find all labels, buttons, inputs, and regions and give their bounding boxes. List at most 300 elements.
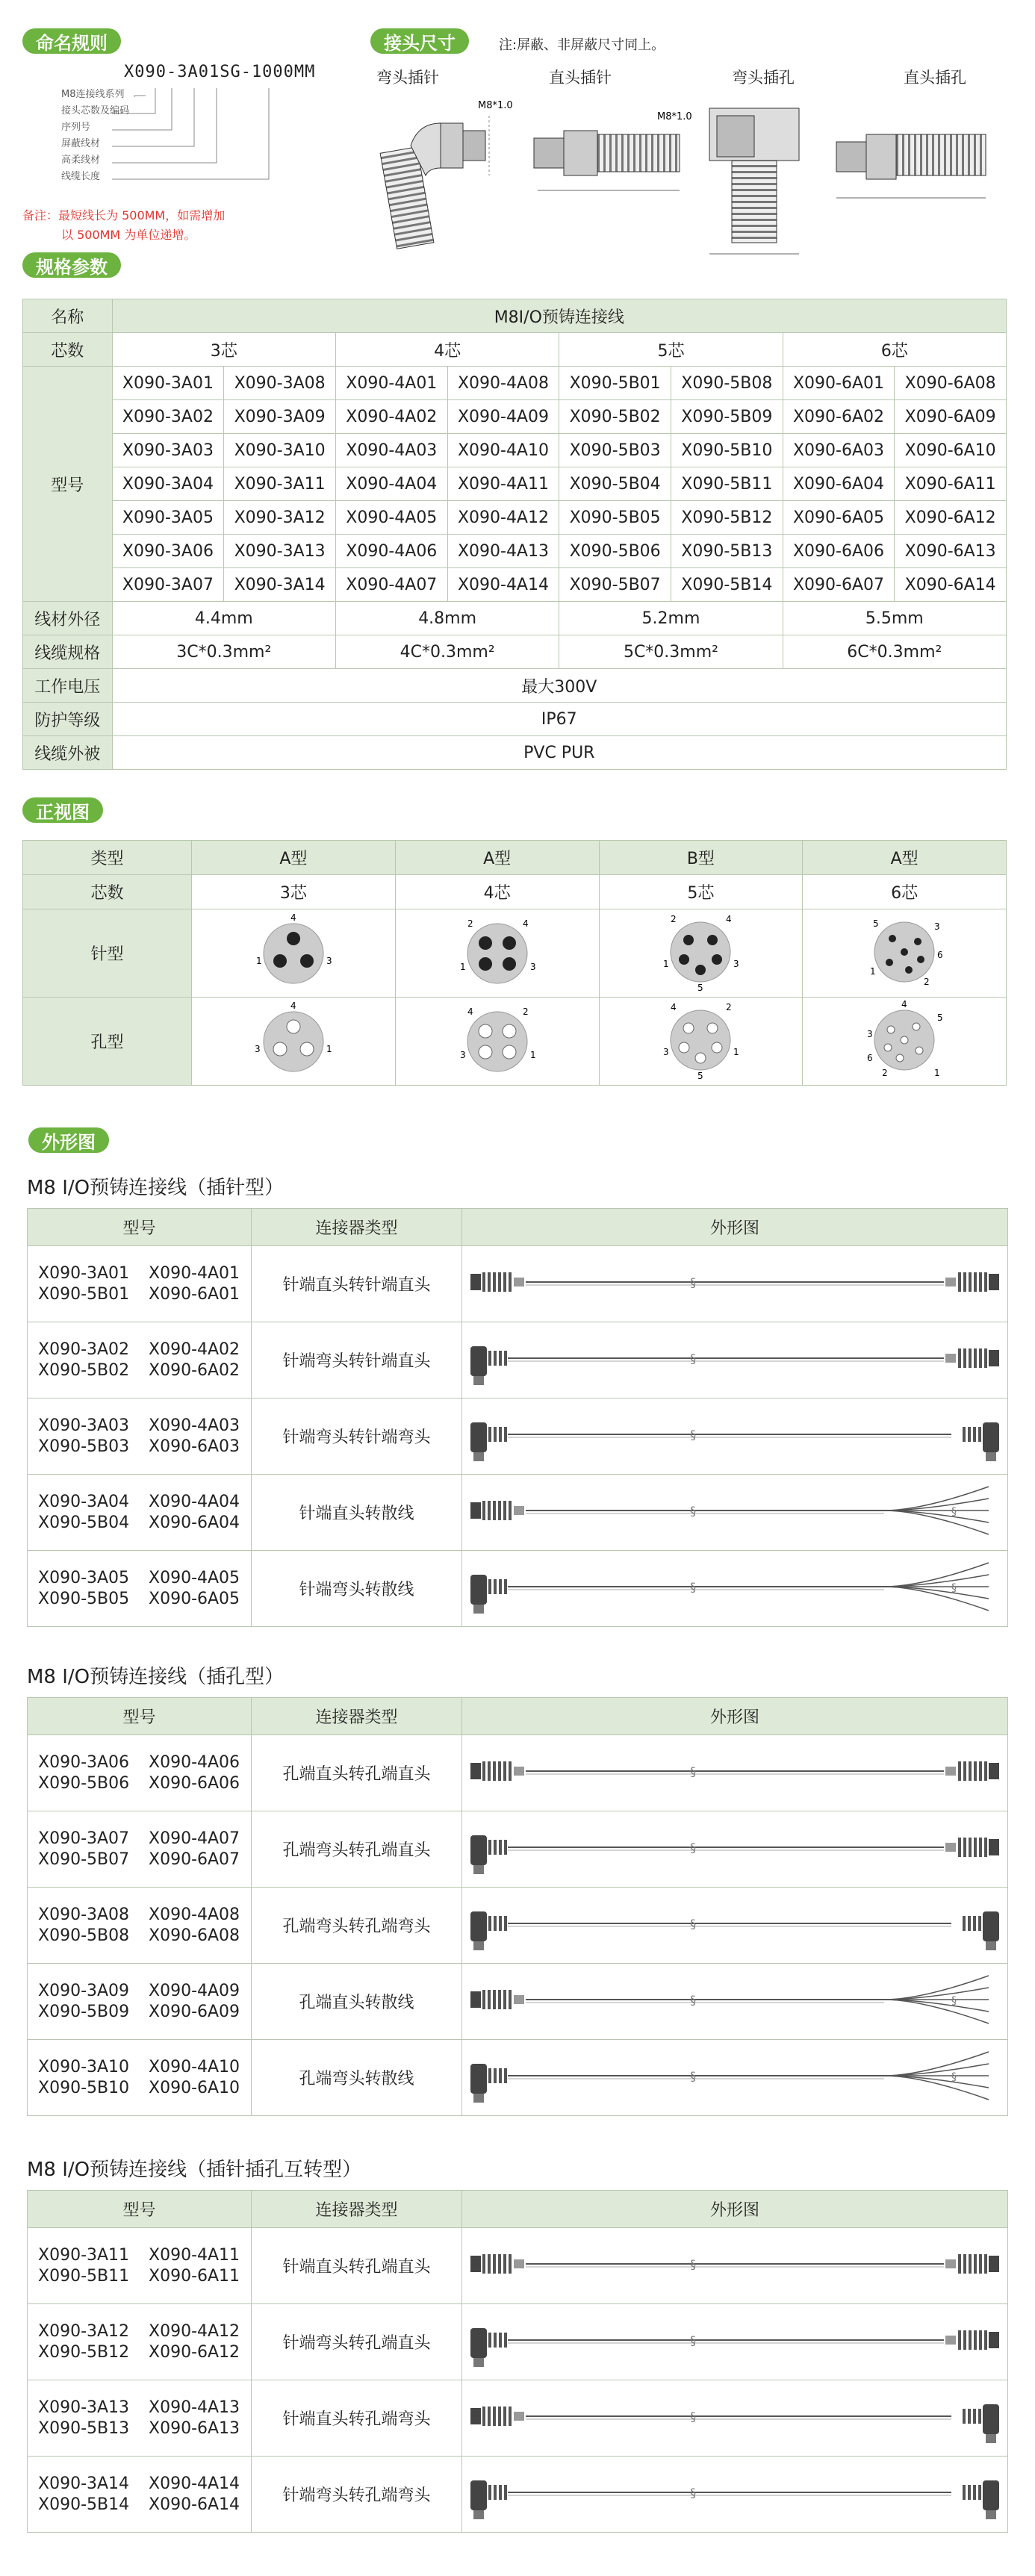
- spec-model-cell: X090-3A07: [112, 568, 224, 602]
- front-core: 5芯: [599, 875, 803, 909]
- model-code: X090-3A13: [38, 2398, 130, 2417]
- note-line: 备注：最短线长为 500MM，如需增加: [22, 208, 226, 223]
- svg-text:5: 5: [873, 918, 879, 929]
- outline-connector-type: 针端弯头转散线: [252, 1551, 462, 1627]
- spec-core: 6芯: [783, 333, 1006, 367]
- spec-model-cell: X090-6A14: [895, 568, 1007, 602]
- model-code: X090-4A01: [149, 1263, 240, 1283]
- cable-outline-drawing: [462, 2380, 1008, 2457]
- svg-text:1: 1: [255, 955, 262, 966]
- cable-outline-drawing: [462, 1888, 1008, 1964]
- model-code: X090-6A03: [149, 1437, 240, 1456]
- outline-connector-type: 针端弯头转孔端直头: [252, 2304, 462, 2380]
- dims-label-3: 弯头插孔: [732, 69, 795, 87]
- model-line: [38, 1513, 251, 1534]
- cable-outline-drawing: [462, 2228, 1008, 2304]
- svg-text:§: §: [690, 1579, 696, 1594]
- model-code: X090-3A04: [38, 1492, 130, 1511]
- model-line: [38, 2495, 251, 2516]
- spec-model-cell: X090-4A12: [447, 501, 559, 535]
- svg-text:2: 2: [522, 1006, 529, 1017]
- outline-table: [27, 1697, 1008, 2116]
- svg-text:§: §: [690, 2068, 696, 2083]
- spec-model-cell: X090-5B02: [559, 400, 671, 434]
- model-line: [38, 1849, 251, 1870]
- front-type-label: 类型: [23, 841, 192, 875]
- model-code: X090-5B08: [38, 1926, 130, 1945]
- thread-label-1: M8*1.0: [478, 100, 513, 111]
- spec-model-row: [23, 467, 1007, 501]
- svg-text:§: §: [951, 1994, 957, 2007]
- pin-face-3: [192, 909, 396, 998]
- outline-connector-type: 针端弯头转孔端弯头: [252, 2457, 462, 2533]
- model-code: X090-3A05: [38, 1568, 130, 1587]
- spec-model-row: [23, 367, 1007, 400]
- model-code: X090-3A08: [38, 1905, 130, 1924]
- socket-face-6: [803, 998, 1007, 1086]
- spec-cable: 3C*0.3mm²: [112, 635, 335, 669]
- svg-text:6: 6: [937, 949, 943, 960]
- spec-model-cell: X090-3A06: [112, 535, 224, 568]
- pin-face-6: [803, 909, 1007, 998]
- model-code: X090-6A11: [149, 2266, 240, 2286]
- model-line: [38, 2418, 251, 2439]
- outline-models: [28, 1551, 252, 1627]
- outline-header-col-type: 连接器类型: [252, 1209, 462, 1246]
- model-line: [38, 2398, 251, 2418]
- outline-header-col-model: 型号: [28, 1698, 252, 1735]
- model-line: [38, 2474, 251, 2495]
- model-line: [38, 1981, 251, 2002]
- cable-outline-drawing: [462, 1246, 1008, 1322]
- outline-row: [28, 1888, 1008, 1964]
- spec-ip-label: 防护等级: [23, 703, 113, 736]
- model-code: X090-3A01: [38, 1263, 130, 1283]
- spec-jacket: PVC PUR: [112, 736, 1006, 770]
- spec-cable: 4C*0.3mm²: [335, 635, 559, 669]
- svg-text:5: 5: [697, 982, 704, 992]
- svg-text:3: 3: [934, 921, 940, 932]
- svg-text:3: 3: [459, 1049, 466, 1060]
- svg-text:5: 5: [937, 1012, 943, 1023]
- outline-models: [28, 2228, 252, 2304]
- model-code: X090-5B06: [38, 1773, 130, 1793]
- spec-model-cell: X090-4A08: [447, 367, 559, 400]
- spec-model-cell: X090-6A01: [783, 367, 895, 400]
- spec-model-cell: X090-6A12: [895, 501, 1007, 535]
- spec-model-cell: X090-3A11: [224, 467, 336, 501]
- naming-legend: [61, 87, 129, 185]
- svg-text:§: §: [690, 1840, 696, 1855]
- svg-text:4: 4: [726, 913, 733, 924]
- cable-outline-drawing: [462, 1322, 1008, 1399]
- outline-row: [28, 2040, 1008, 2116]
- model-code: X090-3A14: [38, 2474, 130, 2493]
- model-code: X090-4A09: [149, 1981, 240, 2000]
- model-code: X090-6A07: [149, 1849, 240, 1869]
- model-code: X090-5B07: [38, 1849, 130, 1869]
- spec-model-cell: X090-4A05: [335, 501, 447, 535]
- spec-od-label: 线材外径: [23, 602, 113, 635]
- svg-text:1: 1: [733, 1046, 740, 1057]
- svg-text:2: 2: [467, 918, 473, 929]
- spec-model-cell: X090-3A13: [224, 535, 336, 568]
- naming-title-badge: 命名规则: [22, 28, 121, 54]
- model-line: [38, 1492, 251, 1513]
- svg-text:4: 4: [522, 918, 529, 929]
- model-code: X090-6A04: [149, 1513, 240, 1532]
- spec-model-cell: X090-4A01: [335, 367, 447, 400]
- naming-code: X090-3A01SG-1000MM: [124, 63, 316, 81]
- model-line: [38, 1416, 251, 1437]
- spec-model-cell: X090-3A10: [224, 434, 336, 467]
- svg-text:6: 6: [867, 1052, 873, 1063]
- outline-connector-type: 孔端直头转散线: [252, 1964, 462, 2040]
- svg-text:§: §: [951, 2071, 957, 2083]
- model-line: [38, 1437, 251, 1457]
- model-code: X090-4A14: [149, 2474, 240, 2493]
- model-code: X090-5B14: [38, 2495, 130, 2514]
- spec-model-cell: X090-5B01: [559, 367, 671, 400]
- model-line: [38, 1568, 251, 1589]
- outline-row: [28, 1735, 1008, 1811]
- svg-text:3: 3: [529, 961, 536, 972]
- model-code: X090-5B09: [38, 2002, 130, 2021]
- spec-model-cell: X090-6A04: [783, 467, 895, 501]
- spec-voltage-label: 工作电压: [23, 669, 113, 703]
- spec-model-cell: X090-6A09: [895, 400, 1007, 434]
- front-core: 3芯: [192, 875, 396, 909]
- model-code: X090-4A07: [149, 1829, 240, 1848]
- outline-header-col-fig: 外形图: [462, 2191, 1008, 2228]
- front-pin-label: 针型: [23, 909, 192, 998]
- outline-connector-type: 针端直头转孔端弯头: [252, 2380, 462, 2457]
- svg-text:2: 2: [924, 976, 930, 987]
- spec-model-cell: X090-5B12: [671, 501, 783, 535]
- outline-connector-type: 针端直头转针端直头: [252, 1246, 462, 1322]
- model-code: X090-6A14: [149, 2495, 240, 2514]
- naming-leader-lines: [105, 81, 329, 200]
- front-core: 6芯: [803, 875, 1007, 909]
- outline-row: [28, 2304, 1008, 2380]
- spec-model-row: [23, 501, 1007, 535]
- spec-model-cell: X090-3A02: [112, 400, 224, 434]
- spec-name-value: M8I/O预铸连接线: [112, 299, 1006, 333]
- outline-models: [28, 2457, 252, 2533]
- svg-text:§: §: [690, 2256, 696, 2271]
- cable-outline-drawing: [462, 2304, 1008, 2380]
- spec-model-cell: X090-6A02: [783, 400, 895, 434]
- model-code: X090-5B13: [38, 2418, 130, 2438]
- model-line: [38, 1360, 251, 1381]
- outline-models: [28, 1322, 252, 1399]
- svg-text:§: §: [951, 1581, 957, 1594]
- model-line: [38, 2078, 251, 2099]
- outline-models: [28, 1964, 252, 2040]
- front-type: A型: [395, 841, 599, 875]
- outline-row: [28, 1811, 1008, 1888]
- spec-model-cell: X090-5B07: [559, 568, 671, 602]
- spec-model-cell: X090-3A03: [112, 434, 224, 467]
- svg-text:§: §: [690, 2333, 696, 2348]
- outline-row: [28, 1475, 1008, 1551]
- cable-outline-drawing: [462, 1475, 1008, 1551]
- svg-text:4: 4: [901, 998, 907, 1009]
- model-code: X090-6A12: [149, 2342, 240, 2362]
- svg-text:§: §: [690, 1275, 696, 1289]
- bent-pin-drawing: [380, 116, 489, 249]
- svg-text:§: §: [690, 1764, 696, 1779]
- socket-face-3: [192, 998, 396, 1086]
- svg-text:1: 1: [529, 1049, 536, 1060]
- model-line: [38, 2266, 251, 2287]
- model-line: [38, 1773, 251, 1794]
- outline-header-col-model: 型号: [28, 1209, 252, 1246]
- dims-label-2: 直头插针: [549, 69, 612, 87]
- model-code: X090-6A06: [149, 1773, 240, 1793]
- spec-model-cell: X090-4A10: [447, 434, 559, 467]
- model-code: X090-3A11: [38, 2245, 130, 2265]
- spec-core: 3芯: [112, 333, 335, 367]
- cable-outline-drawing: [462, 1964, 1008, 2040]
- spec-model-cell: X090-4A04: [335, 467, 447, 501]
- outline-models: [28, 1811, 252, 1888]
- model-code: X090-5B02: [38, 1360, 130, 1380]
- spec-model-cell: X090-5B13: [671, 535, 783, 568]
- spec-cable: 5C*0.3mm²: [559, 635, 783, 669]
- outline-header-col-type: 连接器类型: [252, 2191, 462, 2228]
- outline-row: [28, 2380, 1008, 2457]
- outline-models: [28, 2304, 252, 2380]
- model-code: X090-3A09: [38, 1981, 130, 2000]
- legend-item: 线缆长度: [61, 171, 101, 182]
- model-line: [38, 1340, 251, 1360]
- spec-model-cell: X090-6A08: [895, 367, 1007, 400]
- spec-model-cell: X090-5B11: [671, 467, 783, 501]
- spec-model-cell: X090-5B09: [671, 400, 783, 434]
- spec-name-label: 名称: [23, 299, 113, 333]
- model-code: X090-3A06: [38, 1752, 130, 1772]
- model-line: [38, 2002, 251, 2023]
- model-code: X090-4A12: [149, 2321, 240, 2341]
- model-code: X090-4A05: [149, 1568, 240, 1587]
- spec-model-cell: X090-6A03: [783, 434, 895, 467]
- svg-text:3: 3: [663, 1046, 670, 1057]
- model-line: [38, 1905, 251, 1926]
- model-code: X090-5B11: [38, 2266, 130, 2286]
- model-code: X090-6A13: [149, 2418, 240, 2438]
- outline-row: [28, 1246, 1008, 1322]
- outline-row: [28, 1399, 1008, 1475]
- outline-row: [28, 1551, 1008, 1627]
- model-code: X090-3A02: [38, 1340, 130, 1359]
- spec-model-cell: X090-4A02: [335, 400, 447, 434]
- outline-models: [28, 1888, 252, 1964]
- svg-text:1: 1: [326, 1043, 332, 1054]
- pin-face-4: [395, 909, 599, 998]
- model-line: [38, 2057, 251, 2078]
- svg-text:§: §: [690, 1427, 696, 1442]
- socket-face-4: [395, 998, 599, 1086]
- outline-section-heading: M8 I/O预铸连接线（插孔型）: [27, 1666, 285, 1688]
- model-code: X090-5B12: [38, 2342, 130, 2362]
- svg-text:1: 1: [459, 961, 466, 972]
- spec-model-cell: X090-5B06: [559, 535, 671, 568]
- spec-model-row: [23, 568, 1007, 602]
- model-code: X090-6A05: [149, 1589, 240, 1608]
- model-line: [38, 1284, 251, 1305]
- svg-text:§: §: [690, 1992, 696, 2007]
- cable-outline-drawing: [462, 1811, 1008, 1888]
- model-code: X090-5B04: [38, 1513, 130, 1532]
- model-line: [38, 2342, 251, 2363]
- svg-text:1: 1: [663, 958, 670, 969]
- cable-outline-drawing: [462, 1399, 1008, 1475]
- spec-model-label: 型号: [23, 367, 113, 602]
- svg-text:§: §: [690, 1503, 696, 1518]
- spec-model-cell: X090-5B14: [671, 568, 783, 602]
- model-line: [38, 1752, 251, 1773]
- outline-connector-type: 针端弯头转针端直头: [252, 1322, 462, 1399]
- cable-outline-drawing: [462, 1551, 1008, 1627]
- front-type: A型: [192, 841, 396, 875]
- model-code: X090-3A10: [38, 2057, 130, 2076]
- svg-text:3: 3: [867, 1028, 873, 1039]
- outline-models: [28, 2040, 252, 2116]
- spec-model-row: [23, 400, 1007, 434]
- spec-model-cell: X090-6A13: [895, 535, 1007, 568]
- spec-cores-label: 芯数: [23, 333, 113, 367]
- svg-text:§: §: [690, 1351, 696, 1366]
- spec-model-cell: X090-5B05: [559, 501, 671, 535]
- svg-text:§: §: [690, 2409, 696, 2424]
- model-code: X090-4A08: [149, 1905, 240, 1924]
- model-line: [38, 2321, 251, 2342]
- model-code: X090-4A03: [149, 1416, 240, 1435]
- spec-jacket-label: 线缆外被: [23, 736, 113, 770]
- model-code: X090-5B10: [38, 2078, 130, 2097]
- outline-connector-type: 孔端直头转孔端直头: [252, 1735, 462, 1811]
- spec-ip: IP67: [112, 703, 1006, 736]
- outline-connector-type: 针端直头转散线: [252, 1475, 462, 1551]
- cable-outline-drawing: [462, 1735, 1008, 1811]
- spec-model-cell: X090-3A14: [224, 568, 336, 602]
- model-line: [38, 1263, 251, 1284]
- outline-row: [28, 1322, 1008, 1399]
- model-code: X090-4A04: [149, 1492, 240, 1511]
- front-type: A型: [803, 841, 1007, 875]
- spec-model-cell: X090-6A07: [783, 568, 895, 602]
- model-code: X090-6A01: [149, 1284, 240, 1304]
- front-type: B型: [599, 841, 803, 875]
- model-code: X090-3A03: [38, 1416, 130, 1435]
- outline-connector-type: 针端弯头转针端弯头: [252, 1399, 462, 1475]
- outline-models: [28, 2380, 252, 2457]
- model-code: X090-4A13: [149, 2398, 240, 2417]
- svg-text:2: 2: [882, 1067, 888, 1078]
- model-code: X090-6A09: [149, 2002, 240, 2021]
- outline-row: [28, 2457, 1008, 2533]
- front-title-badge: 正视图: [22, 797, 103, 823]
- spec-model-cell: X090-5B03: [559, 434, 671, 467]
- legend-item: M8连接线系列: [61, 89, 125, 100]
- spec-model-cell: X090-5B10: [671, 434, 783, 467]
- outline-connector-type: 孔端弯头转散线: [252, 2040, 462, 2116]
- model-code: X090-5B03: [38, 1437, 130, 1456]
- svg-text:§: §: [690, 1916, 696, 1931]
- svg-text:§: §: [951, 1505, 957, 1518]
- spec-model-cell: X090-3A01: [112, 367, 224, 400]
- thread-label-2: M8*1.0: [657, 111, 692, 122]
- outline-header-col-model: 型号: [28, 2191, 252, 2228]
- spec-od: 5.2mm: [559, 602, 783, 635]
- svg-text:4: 4: [467, 1006, 473, 1017]
- spec-model-cell: X090-4A07: [335, 568, 447, 602]
- svg-text:3: 3: [326, 955, 332, 966]
- outline-row: [28, 1964, 1008, 2040]
- outline-header-col-fig: 外形图: [462, 1209, 1008, 1246]
- spec-model-cell: X090-3A12: [224, 501, 336, 535]
- front-table: [22, 840, 1007, 1086]
- pin-face-5: [599, 909, 803, 998]
- legend-item: 屏蔽线材: [61, 138, 101, 149]
- model-code: X090-3A07: [38, 1829, 130, 1848]
- legend-item: 高柔线材: [61, 155, 101, 166]
- spec-model-cell: X090-5B08: [671, 367, 783, 400]
- spec-model-cell: X090-4A14: [447, 568, 559, 602]
- model-line: [38, 1589, 251, 1610]
- note-line: 以 500MM 为单位递增。: [61, 228, 196, 242]
- front-socket-label: 孔型: [23, 998, 192, 1086]
- dims-label-1: 弯头插针: [376, 69, 439, 87]
- outline-connector-type: 孔端弯头转孔端弯头: [252, 1888, 462, 1964]
- svg-text:4: 4: [290, 1000, 296, 1011]
- socket-face-5: [599, 998, 803, 1086]
- legend-item: 接头芯数及编码: [61, 105, 130, 116]
- outline-connector-type: 针端直头转孔端直头: [252, 2228, 462, 2304]
- model-code: X090-4A06: [149, 1752, 240, 1772]
- spec-model-cell: X090-5B04: [559, 467, 671, 501]
- model-code: X090-5B01: [38, 1284, 130, 1304]
- svg-text:1: 1: [870, 965, 876, 977]
- outline-section-heading: M8 I/O预铸连接线（插针插孔互转型）: [27, 2159, 362, 2181]
- spec-od: 5.5mm: [783, 602, 1006, 635]
- spec-model-cell: X090-4A11: [447, 467, 559, 501]
- outline-row: [28, 2228, 1008, 2304]
- spec-model-cell: X090-3A08: [224, 367, 336, 400]
- front-core: 4芯: [395, 875, 599, 909]
- straight-pin-drawing: [534, 131, 680, 190]
- spec-model-cell: X090-3A05: [112, 501, 224, 535]
- dims-note: 注:屏蔽、非屏蔽尺寸同上。: [499, 37, 665, 53]
- outline-section-heading: M8 I/O预铸连接线（插针型）: [27, 1177, 285, 1199]
- model-code: X090-5B05: [38, 1589, 130, 1608]
- spec-model-cell: X090-4A09: [447, 400, 559, 434]
- svg-text:5: 5: [697, 1070, 704, 1080]
- svg-text:4: 4: [290, 912, 296, 923]
- spec-model-cell: X090-3A04: [112, 467, 224, 501]
- outline-header-col-fig: 外形图: [462, 1698, 1008, 1735]
- spec-core: 5芯: [559, 333, 783, 367]
- spec-model-cell: X090-4A03: [335, 434, 447, 467]
- model-code: X090-6A08: [149, 1926, 240, 1945]
- outline-models: [28, 1735, 252, 1811]
- outline-header-col-type: 连接器类型: [252, 1698, 462, 1735]
- spec-model-row: [23, 434, 1007, 467]
- spec-model-cell: X090-3A09: [224, 400, 336, 434]
- model-code: X090-4A11: [149, 2245, 240, 2265]
- svg-text:3: 3: [254, 1043, 261, 1054]
